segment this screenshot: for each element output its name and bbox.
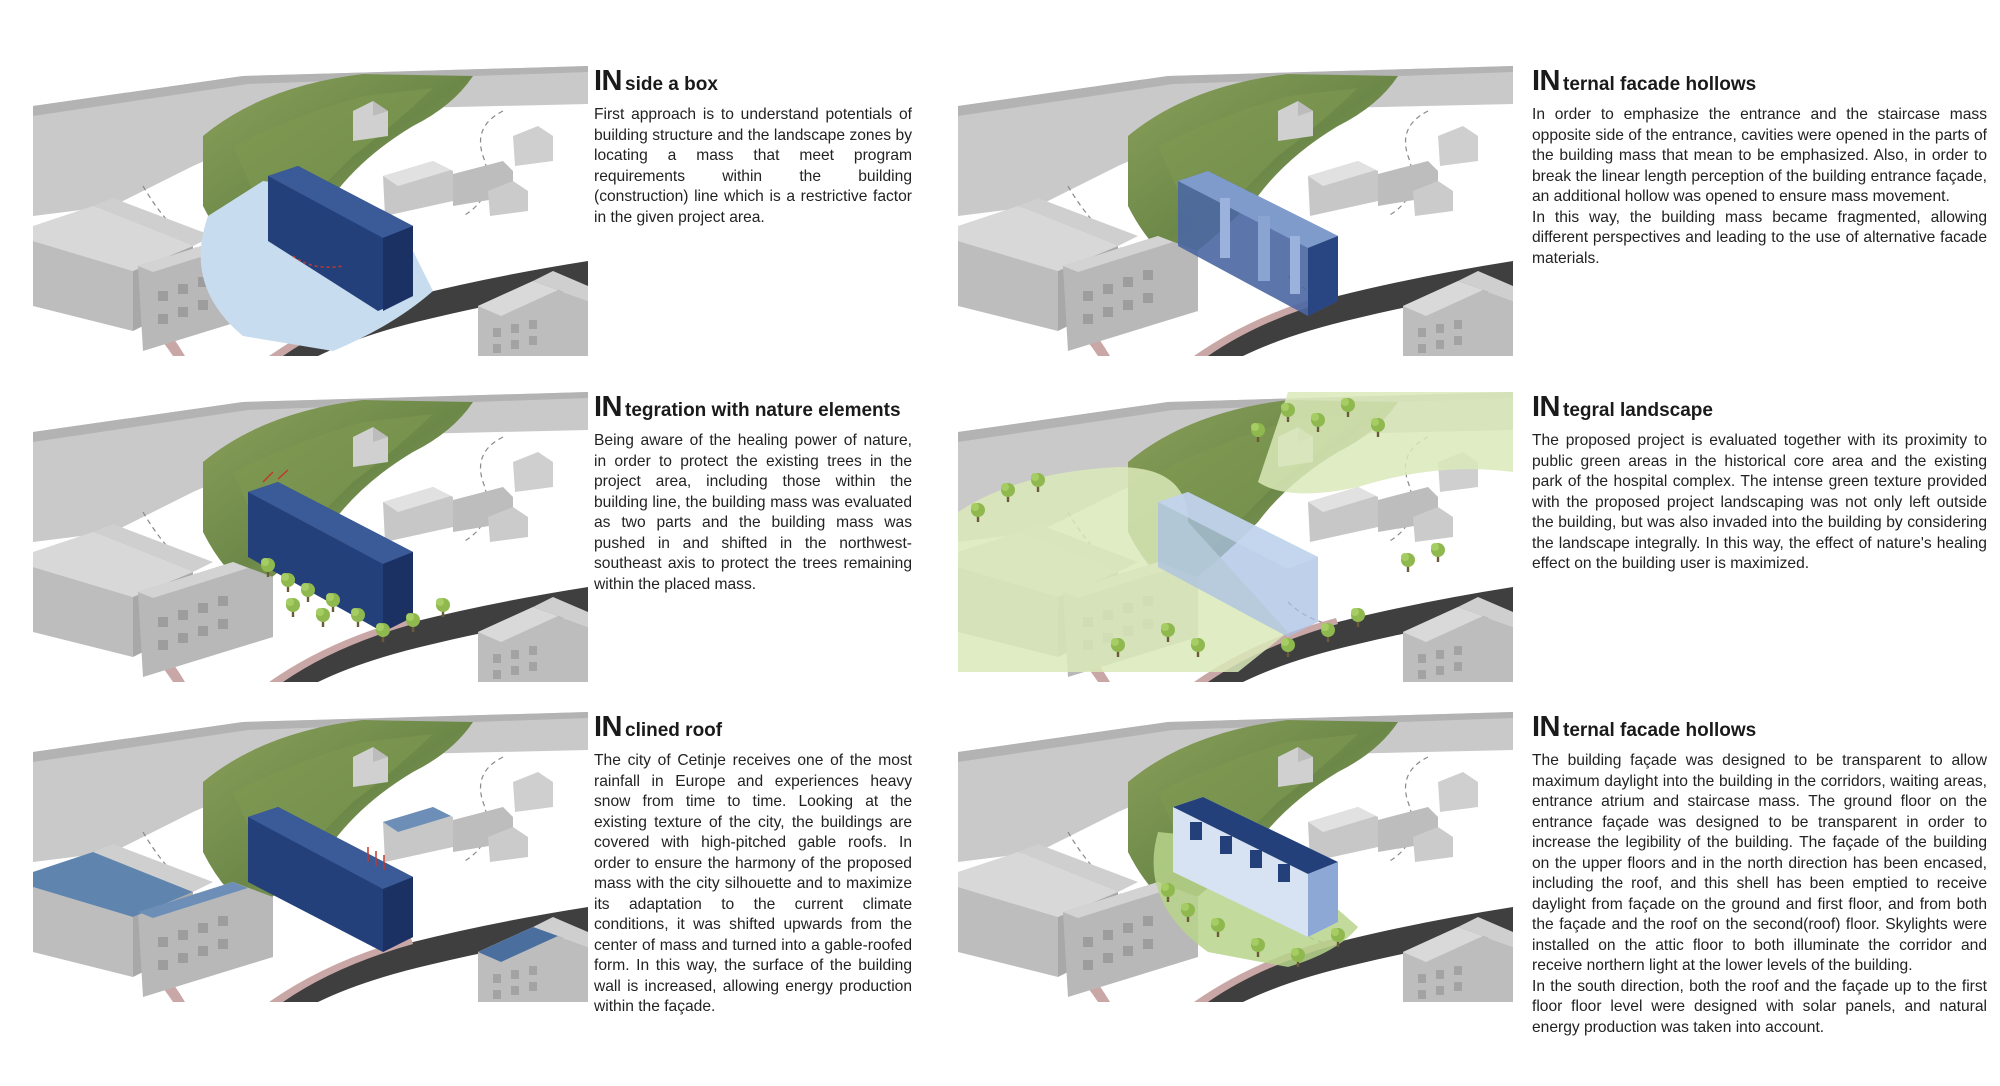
body-paragraph: First approach is to understand potentials of building structure and the landscape zones by locating a mass that meet program requirements within the building (construction) line which is a restrictive factor in the given project area. — [594, 106, 912, 226]
panel-heading — [594, 392, 912, 427]
internal-facade-hollows-illustration — [958, 66, 1513, 356]
heading-prefix: IN — [594, 391, 622, 423]
panel-body — [1532, 751, 1987, 1038]
body-paragraph: Being aware of the healing power of nature, in order to protect the existing trees in the project area, including those within the building line, the building mass was evaluated as two parts and the building mass was pushed in and shifted in the northwest-southeast axis to protect the trees remaining within the placed mass. — [594, 432, 912, 593]
heading-title: tegration with nature elements — [625, 400, 901, 421]
panel-heading — [1532, 712, 1987, 747]
body-paragraph: In order to emphasize the entrance and the staircase mass opposite side of the entrance, cavities were opened in the parts of the building mass that mean to be emphasized. Also, in order to break the linear length perception of the building entrance façade, an additional hollow was opened to ensure mass movement. — [1532, 106, 1987, 205]
body-paragraph: In the south direction, both the roof and the façade up to the first floor floor level were designed with solar panels, and natural energy production was taken into account. — [1532, 977, 1987, 1036]
body-paragraph: The city of Cetinje receives one of the most rainfall in Europe and experiences heavy snow from time to time. Looking at the existing texture of the city, the buildings are covered with high-pitched gable roofs. In order to ensure the harmony of the proposed mass with the city silhouette and to maximize its adaptation to the current climate conditions, it was shifted upwards from the center of mass and turned into a gable-roofed form. In this way, the surface of the building wall is increased, allowing energy production within the façade. — [594, 752, 912, 1015]
heading-prefix: IN — [1532, 391, 1560, 423]
panel-body — [594, 105, 912, 228]
inclined-roof-illustration — [33, 712, 588, 1002]
panel-heading — [594, 712, 912, 747]
integration-with-nature-illustration — [33, 392, 588, 682]
heading-title: clined roof — [625, 720, 723, 741]
panel-heading — [1532, 392, 1987, 427]
heading-prefix: IN — [594, 65, 622, 97]
body-paragraph: The building façade was designed to be transparent to allow maximum daylight into the building in the corridors, waiting areas, entrance atrium and staircase mass. The ground floor on the entrance façade was designed to be transparent in order to increase the legibility of the building. The façade of the building on the upper floors and in the north direction has been encased, including the roof, and this shell has been emptied to receive daylight from façade on the ground and first floor, and from both the façade and the roof on the second(roof) floor. Skylights were installed on the attic floor to both illuminate the corridor and receive northern light at the lower levels of the building. — [1532, 752, 1987, 974]
heading-prefix: IN — [594, 711, 622, 743]
integral-landscape-illustration — [958, 392, 1513, 682]
heading-title: side a box — [625, 74, 718, 95]
heading-title: tegral landscape — [1563, 400, 1713, 421]
body-paragraph: In this way, the building mass became fragmented, allowing different perspectives and leading to the use of alternative facade materials. — [1532, 208, 1987, 267]
solar-facade-illustration — [958, 712, 1513, 1002]
panel-heading — [1532, 66, 1987, 101]
body-paragraph: The proposed project is evaluated together with its proximity to public green areas in the historical core area and the existing park of the hospital complex. The intense green texture provided with the proposed project landscaping was not only left outside the building, but was also invaded into the building by considering the landscape integrally. In this way, the effect of nature's healing effect on the building user is maximized. — [1532, 432, 1987, 572]
heading-prefix: IN — [1532, 65, 1560, 97]
panel-body — [1532, 431, 1987, 575]
heading-prefix: IN — [1532, 711, 1560, 743]
panel-body — [594, 431, 912, 595]
panel-body — [1532, 105, 1987, 269]
inside-a-box-illustration — [33, 66, 588, 356]
heading-title: ternal facade hollows — [1563, 720, 1757, 741]
heading-title: ternal facade hollows — [1563, 74, 1757, 95]
panel-body — [594, 751, 912, 1018]
panel-heading — [594, 66, 912, 101]
